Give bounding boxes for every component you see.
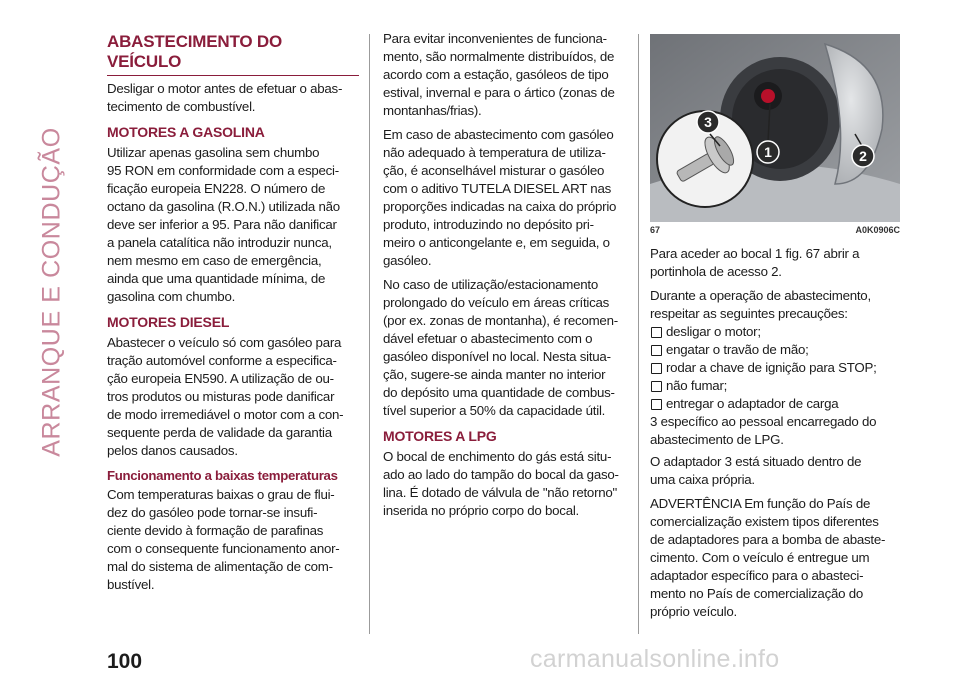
warning-paragraph: ADVERTÊNCIA Em função do País de comercialização existem tipos diferentes de adaptadores para a bomba de abaste- cimento. Com o veículo é entregue um adaptador específico para o abasteci- mento no País de comercialização do próprio veículo. — [650, 496, 886, 619]
checkbox-icon — [651, 363, 662, 374]
list-item-text: entregar o adaptador de carga 3 específico ao pessoal encarregado do abastecimento de LPG. — [650, 396, 877, 447]
access-paragraph: Para aceder ao bocal 1 fig. 67 abrir a portinhola de acesso 2. — [650, 246, 860, 279]
additive-paragraph: Em caso de abastecimento com gasóleo não adequado à temperatura de utiliza- ção, é aconselhável misturar o gasóleo com o aditivo TUTELA DIESEL ART nas proporções indicadas na caixa do próprio produto, introduzindo no depósito pri- meiro o anticongelante e, em seguida, o gasóleo. — [383, 127, 617, 268]
precautions-list — [650, 323, 900, 449]
figure-caption — [650, 225, 900, 235]
callout-3-label: 3 — [704, 114, 712, 130]
callout-2-label: 2 — [859, 148, 867, 164]
gasoline-paragraph: Utilizar apenas gasolina sem chumbo 95 RON em conformidade com a especi- ficação europeia EN228. O número de octano da gasolina (R.O.N.) utilizada não deve ser inferior a 95. Para não danificar a panela catalítica não introduzir nunca, nem mesmo em caso de emergência, ainda que uma quantidade mínima, de gasolina com chumbo. — [107, 145, 340, 304]
gasoline-heading: MOTORES A GASOLINA — [107, 124, 265, 140]
watermark: carmanualsonline.info — [530, 645, 780, 673]
section-title: ABASTECIMENTO DO VEÍCULO — [107, 32, 359, 76]
lpg-heading: MOTORES A LPG — [383, 428, 497, 444]
list-item-text: desligar o motor; — [666, 324, 761, 339]
fuel-filler-illustration — [650, 34, 900, 222]
checkbox-icon — [651, 399, 662, 410]
list-item — [650, 341, 900, 359]
list-item-text: rodar a chave de ignição para STOP; — [666, 360, 877, 375]
precautions-intro: Durante a operação de abastecimento, respeitar as seguintes precauções: — [650, 288, 871, 321]
diesel-types-paragraph: Para evitar inconvenientes de funciona- mento, são normalmente distribuídos, de acordo com a estação, gasóleos de tipo estival, invernal e para o ártico (zonas de montanhas/frias). — [383, 31, 615, 118]
diesel-paragraph: Abastecer o veículo só com gasóleo para tração automóvel conforme a especifica- ção europeia EN590. A utilização de ou- tros produtos ou misturas pode danificar de modo irremediável o motor com a con- sequente perda de validade da garantia pelos danos causados. — [107, 335, 344, 458]
figure-number: 67 — [650, 225, 661, 235]
low-temperature-heading: Funcionamento a baixas temperaturas — [107, 468, 338, 483]
intro-paragraph: Desligar o motor antes de efetuar o abas- tecimento de combustível. — [107, 81, 343, 114]
column-2 — [383, 30, 627, 526]
callout-1-label: 1 — [764, 144, 772, 160]
checkbox-icon — [651, 381, 662, 392]
lpg-paragraph: O bocal de enchimento do gás está situ- ado ao lado do tampão do bocal da gaso- lina. É dotado de válvula de "não retorno" inserida no próprio corpo do bocal. — [383, 449, 619, 518]
list-item — [650, 359, 900, 377]
column-divider — [369, 34, 370, 634]
column-1 — [107, 30, 359, 600]
low-temperature-paragraph: Com temperaturas baixas o grau de flui- dez do gasóleo pode tornar-se insufi- ciente devido à formação de parafinas com o consequente funcionamento anor- mal do sistema de alimentação de com- bustível. — [107, 487, 340, 592]
column-divider — [638, 34, 639, 634]
list-item-text: não fumar; — [666, 378, 728, 393]
adapter-location-paragraph: O adaptador 3 está situado dentro de uma caixa própria. — [650, 454, 862, 487]
list-item — [650, 323, 900, 341]
side-section-title-text: ARRANQUE E CONDUÇÃO — [37, 127, 66, 457]
checkbox-icon — [651, 327, 662, 338]
list-item — [650, 377, 900, 395]
checkbox-icon — [651, 345, 662, 356]
parking-paragraph: No caso de utilização/estacionamento prolongado do veículo em áreas críticas (por ex. zonas de montanha), é recomen- dável efetuar o abastecimento com o gasóleo disponível no local. Nesta situa- ção, sugere-se ainda manter no interior do depósito uma quantidade de combus- tível superior a 50% da capacidade útil. — [383, 277, 618, 418]
column-3 — [650, 34, 900, 627]
list-item — [650, 395, 900, 449]
fuel-filler-figure — [650, 34, 900, 222]
diesel-heading: MOTORES DIESEL — [107, 314, 230, 330]
page-number: 100 — [107, 650, 143, 673]
list-item-text: engatar o travão de mão; — [666, 342, 809, 357]
figure-code: A0K0906C — [855, 225, 900, 235]
